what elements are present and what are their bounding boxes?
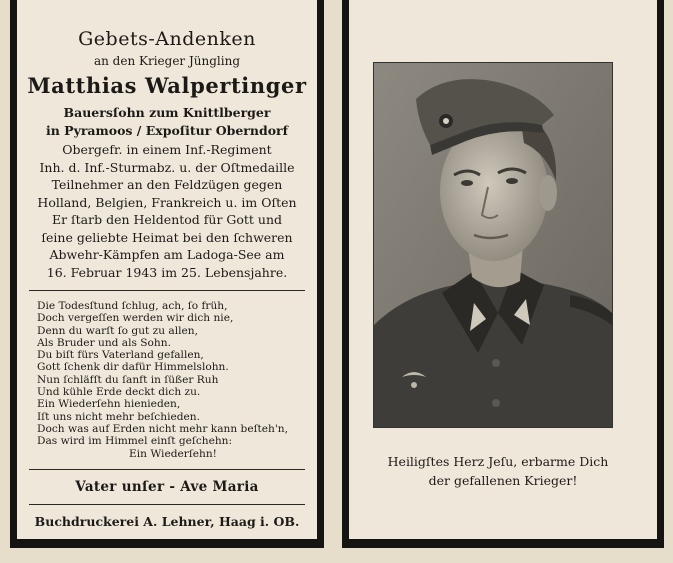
poem-line: Iſt uns nicht mehr beſchieden. bbox=[37, 410, 200, 423]
poem-line: Du biſt fürs Vaterland gefallen, bbox=[37, 349, 204, 362]
prayer-line: Vater unſer - Ave Maria bbox=[75, 478, 259, 495]
poem-closing: Ein Wiederſehn! bbox=[129, 447, 217, 460]
detail-line: ſeine geliebte Heimat bei den ſchweren bbox=[41, 229, 293, 245]
detail-line: Inh. d. Inf.-Sturmabz. u. der Oſtmedaille bbox=[39, 159, 295, 175]
poem-line: Denn du warſt ſo gut zu allen, bbox=[37, 324, 198, 337]
deceased-name: Matthias Walpertinger bbox=[27, 73, 307, 98]
detail-line: Er ſtarb den Heldentod für Gott und bbox=[51, 212, 283, 227]
left-card bbox=[10, 0, 324, 548]
detail-line: Obergefr. in einem Inf.-Regiment bbox=[62, 142, 272, 157]
poem-line: Ein Wiederſehn hienieden, bbox=[37, 398, 181, 411]
printer-credit: Buchdruckerei A. Lehner, Haag i. OB. bbox=[34, 513, 300, 529]
caption-line-2: der gefallenen Krieger! bbox=[428, 473, 578, 488]
divider bbox=[29, 504, 305, 505]
poem-line: Das wird im Himmel einſt geſchehn: bbox=[37, 435, 233, 448]
poem-line: Die Todesſtund ſchlug, ach, ſo früh, bbox=[37, 300, 228, 312]
right-card bbox=[342, 0, 664, 548]
origin-block bbox=[25, 104, 309, 139]
card-subheading: an den Krieger Jüngling bbox=[93, 54, 241, 68]
poem bbox=[25, 300, 309, 460]
detail-line: Holland, Belgien, Frankreich u. im Oſten bbox=[37, 194, 297, 210]
divider bbox=[29, 290, 305, 291]
poem-line: Gott ſchenk dir dafür Himmelslohn. bbox=[37, 361, 229, 374]
soldier-portrait-photo bbox=[373, 62, 613, 428]
detail-line: 16. Februar 1943 im 25. Lebensjahre. bbox=[46, 264, 288, 280]
poem-line: Und kühle Erde deckt dich zu. bbox=[37, 386, 201, 399]
poem-line: Doch vergeſſen werden wir dich nie, bbox=[37, 312, 234, 325]
detail-line: Teilnehmer an den Feldzügen gegen bbox=[51, 177, 283, 192]
poem-line: Als Bruder und als Sohn. bbox=[37, 336, 171, 349]
poem-line: Doch was auf Erden nicht mehr kann beſteh'n, bbox=[37, 422, 288, 435]
left-card-text bbox=[25, 6, 309, 534]
card-heading: Gebets-Andenken bbox=[78, 28, 256, 50]
caption-line-1: Heiligſtes Herz Jeſu, erbarme Dich bbox=[387, 454, 609, 469]
origin-line: Bauersſohn zum Knittlberger bbox=[63, 105, 271, 120]
origin-line: in Pyramoos / Expoſitur Oberndorf bbox=[45, 122, 289, 138]
details-block bbox=[25, 141, 309, 281]
divider bbox=[29, 469, 305, 470]
photo-caption bbox=[342, 452, 664, 490]
detail-line: Abwehr-Kämpfen am Ladoga-See am bbox=[49, 247, 285, 262]
portrait-illustration bbox=[374, 63, 612, 427]
poem-line: Nun ſchläfſt du ſanft in ſüßer Ruh bbox=[37, 373, 219, 386]
